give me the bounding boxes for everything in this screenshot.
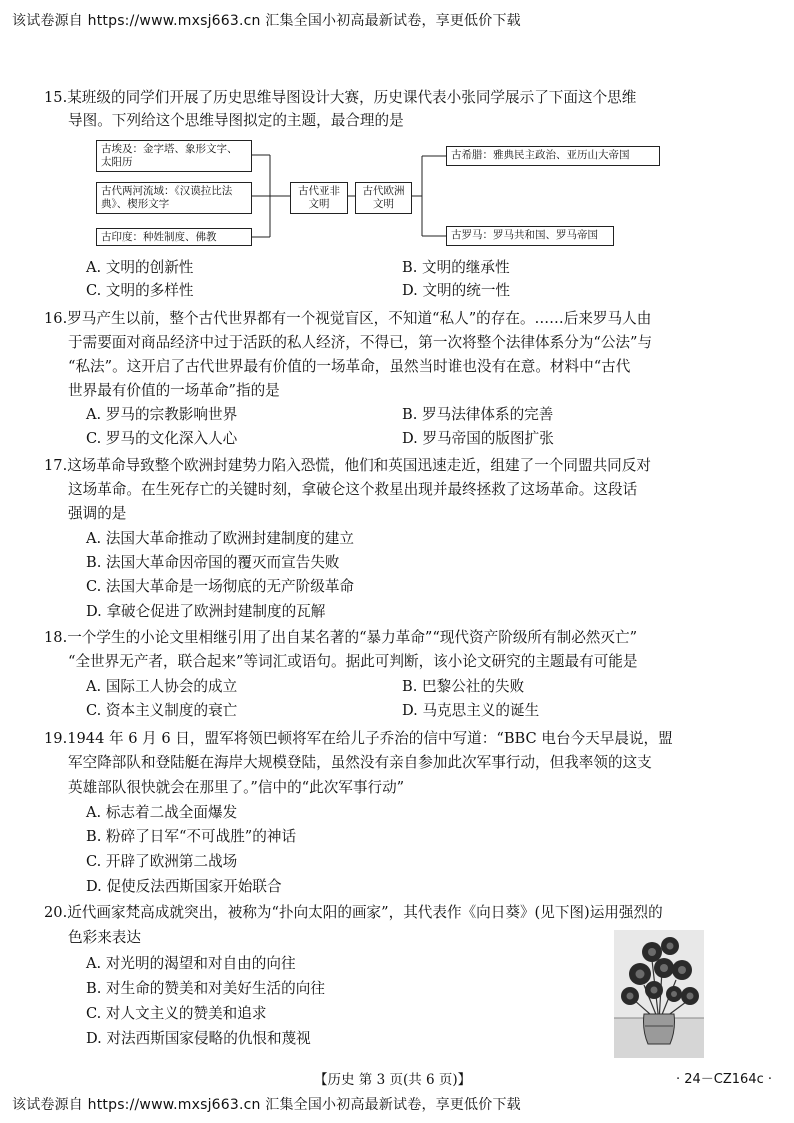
q18-option-a: A. 国际工人协会的成立: [86, 678, 238, 695]
source-header: 该试卷源自 https://www.mxsj663.cn 汇集全国小初高最新试卷，享更低价下载: [12, 13, 521, 29]
q17-line1: 17.这场革命导致整个欧洲封建势力陷入恐慌，他们和英国迅速走近，组建了一个同盟共同反对: [44, 457, 651, 474]
q16-option-a: A. 罗马的宗教影响世界: [86, 406, 238, 423]
q17-line3: 强调的是: [68, 505, 127, 522]
source-footer: 该试卷源自 https://www.mxsj663.cn 汇集全国小初高最新试卷，享更低价下载: [12, 1097, 521, 1113]
q20-option-d: D. 对法西斯国家侵略的仇恨和蔑视: [86, 1030, 311, 1047]
q15-line2: 导图。下列给这个思维导图拟定的主题，最合理的是: [68, 112, 404, 129]
q17-option-a: A. 法国大革命推动了欧洲封建制度的建立: [86, 530, 354, 547]
paper-code: · 24－CZ164c ·: [676, 1072, 773, 1087]
q17-option-b: B. 法国大革命因帝国的覆灭而宣告失败: [86, 554, 340, 571]
box-asia-africa-civ: 古代亚非文明: [290, 182, 348, 214]
sunflowers-painting-image: [614, 930, 704, 1058]
q19-line1: 19.1944 年 6 月 6 日，盟军将领巴顿将军在给儿子乔治的信中写道：“BBC 电台今天早晨说，盟: [44, 730, 673, 747]
q15-option-a: A. 文明的创新性: [86, 259, 194, 276]
q19-option-c: C. 开辟了欧洲第二战场: [86, 853, 238, 870]
q19-option-a: A. 标志着二战全面爆发: [86, 804, 238, 821]
q16-line4: 世界最有价值的一场革命”指的是: [68, 382, 280, 399]
q20-option-b: B. 对生命的赞美和对美好生活的向往: [86, 980, 325, 997]
q15-option-d: D. 文明的统一性: [402, 282, 511, 299]
q19-option-b: B. 粉碎了日军“不可战胜”的神话: [86, 828, 297, 845]
q16-line1: 16.罗马产生以前，整个古代世界都有一个视觉盲区，不知道“私人”的存在。……后来罗马人由: [44, 310, 652, 327]
box-ancient-rome: 古罗马：罗马共和国、罗马帝国: [446, 226, 614, 246]
box-ancient-egypt: 古埃及：金字塔、象形文字、太阳历: [96, 140, 252, 172]
q19-option-d: D. 促使反法西斯国家开始联合: [86, 878, 282, 895]
q20-line2: 色彩来表达: [68, 929, 141, 946]
q15-option-c: C. 文明的多样性: [86, 282, 194, 299]
box-ancient-india: 古印度：种姓制度、佛教: [96, 228, 252, 246]
q16-option-d: D. 罗马帝国的版图扩张: [402, 430, 554, 447]
box-ancient-greece: 古希腊：雅典民主政治、亚历山大帝国: [446, 146, 660, 166]
q17-option-c: C. 法国大革命是一场彻底的无产阶级革命: [86, 578, 355, 595]
mind-map-connectors: [0, 0, 794, 260]
q16-line3: “私法”。这开启了古代世界最有价值的一场革命，虽然当时谁也没有在意。材料中“古代: [68, 358, 631, 375]
q18-option-c: C. 资本主义制度的衰亡: [86, 702, 238, 719]
box-mesopotamia: 古代两河流域：《汉谟拉比法典》、楔形文字: [96, 182, 252, 214]
q18-line1: 18.一个学生的小论文里相继引用了出自某名著的“暴力革命”“现代资产阶级所有制必然灭亡”: [44, 629, 638, 646]
q15-option-b: B. 文明的继承性: [402, 259, 510, 276]
q19-line3: 英雄部队很快就会在那里了。”信中的“此次军事行动”: [68, 779, 405, 796]
q16-line2: 于需要面对商品经济中过于活跃的私人经济，不得已，第一次将整个法律体系分为“公法”与: [68, 334, 653, 351]
q16-option-b: B. 罗马法律体系的完善: [402, 406, 554, 423]
q20-option-a: A. 对光明的渴望和对自由的向往: [86, 955, 296, 972]
q20-option-c: C. 对人文主义的赞美和追求: [86, 1005, 267, 1022]
q20-line1: 20.近代画家梵高成就突出，被称为“扑向太阳的画家”，其代表作《向日葵》(见下图)运用强烈的: [44, 904, 663, 921]
page-footer-label: 【历史 第 3 页(共 6 页)】: [314, 1072, 472, 1088]
q17-line2: 这场革命。在生死存亡的关键时刻，拿破仑这个救星出现并最终拯救了这场革命。这段话: [68, 481, 638, 498]
q15-line1: 15.某班级的同学们开展了历史思维导图设计大赛，历史课代表小张同学展示了下面这个思维: [44, 89, 637, 106]
q17-option-d: D. 拿破仑促进了欧洲封建制度的瓦解: [86, 603, 326, 620]
box-europe-civ: 古代欧洲文明: [355, 182, 412, 214]
q18-option-d: D. 马克思主义的诞生: [402, 702, 540, 719]
q19-line2: 军空降部队和登陆艇在海岸大规模登陆，虽然没有亲自参加此次军事行动，但我率领的这支: [68, 754, 652, 771]
q18-option-b: B. 巴黎公社的失败: [402, 678, 525, 695]
q16-option-c: C. 罗马的文化深入人心: [86, 430, 238, 447]
q18-line2: “全世界无产者，联合起来”等词汇或语句。据此可判断，该小论文研究的主题最有可能是: [68, 653, 638, 670]
